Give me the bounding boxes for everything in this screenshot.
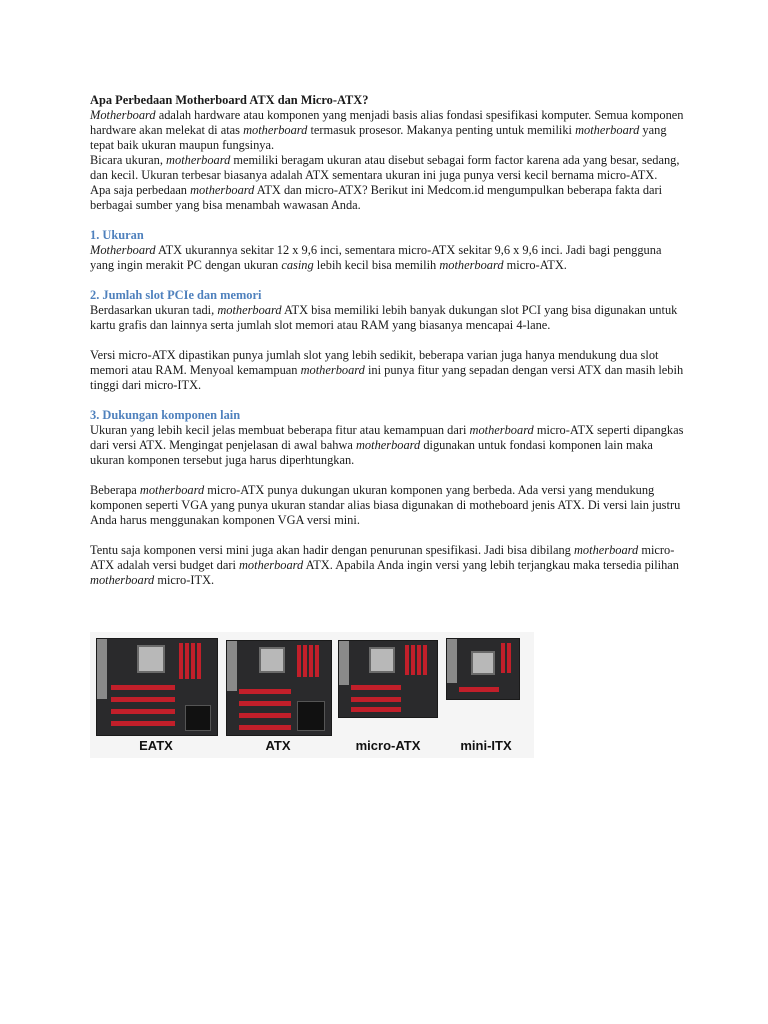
section-paragraph: Berdasarkan ukuran tadi, motherboard ATX bisa memiliki lebih banyak dukungan slot PCI yang bisa digunakan untuk kartu grafis dan lainnya serta jumlah slot memori atau RAM yang biasanya mencapai 4-lane. (90, 303, 678, 332)
section-heading-ukuran: 1. Ukuran (90, 228, 144, 242)
intro-paragraph: Apa saja perbedaan motherboard ATX dan micro-ATX? Berikut ini Medcom.id mengumpulkan beberapa fakta dari berbagai sumber yang bisa menambah wawasan Anda. (90, 183, 663, 212)
atx-board-image (226, 640, 332, 736)
section-paragraph: Beberapa motherboard micro-ATX punya dukungan ukuran komponen yang berbeda. Ada versi yang mendukung komponen seperti VGA yang punya ukuran standar alias biasa digunakan di motheboard jenis ATX. Di versi lain justru Anda harus menggunakan komponen VGA versi mini. (90, 483, 681, 527)
section-paragraph: Tentu saja komponen versi mini juga akan hadir dengan penurunan spesifikasi. Jadi bisa dibilang motherboard micro-ATX adalah versi budget dari motherboard ATX. Apabila Anda ingin versi yang lebih terjangkau maka tersedia pilihan motherboard micro-ITX. (90, 543, 679, 587)
eatx-label: EATX (139, 738, 173, 753)
mini-itx-board-image (446, 638, 520, 700)
intro-paragraph: Bicara ukuran, motherboard memiliki beragam ukuran atau disebut sebagai form factor karena ada yang besar, sedang, dan kecil. Ukuran terbesar biasanya adalah ATX sementara ukuran ini juga punya versi kecil bernama micro-ATX. (90, 153, 680, 182)
article-title: Apa Perbedaan Motherboard ATX dan Micro-ATX? (90, 93, 369, 107)
section-heading-komponen: 3. Dukungan komponen lain (90, 408, 241, 422)
mini-itx-label: mini-ITX (460, 738, 512, 753)
section-paragraph: Ukuran yang lebih kecil jelas membuat beberapa fitur atau kemampuan dari motherboard micro-ATX seperti dipangkas dari versi ATX. Mengingat penjelasan di awal bahwa motherboard digunakan untuk fondasi komponen lain maka ukuran komponen tersebut juga harus diperhtungkan. (90, 423, 684, 467)
micro-atx-label: micro-ATX (355, 738, 421, 753)
motherboard-comparison-image (90, 632, 534, 758)
section-heading-slot: 2. Jumlah slot PCIe dan memori (90, 288, 262, 302)
intro-block (90, 108, 686, 213)
atx-label: ATX (265, 738, 291, 753)
section-paragraph: Versi micro-ATX dipastikan punya jumlah slot yang lebih sedikit, beberapa varian juga hanya mendukung dua slot memori atau RAM. Menyoal kemampuan motherboard ini punya fitur yang sepadan dengan versi ATX dan masih lebih tinggi dari micro-ITX. (90, 348, 684, 392)
section-paragraph: Motherboard ATX ukurannya sekitar 12 x 9,6 inci, sementara micro-ATX sekitar 9,6 x 9,6 inci. Jadi bagi pengguna yang ingin merakit PC dengan ukuran casing lebih kecil bisa memilih motherboard micro-ATX. (90, 243, 662, 272)
eatx-board-image (96, 638, 218, 736)
micro-atx-board-image (338, 640, 438, 718)
article-body (90, 93, 686, 588)
intro-paragraph: Motherboard adalah hardware atau komponen yang menjadi basis alias fondasi spesifikasi komputer. Semua komponen hardware akan melekat di atas motherboard termasuk prosesor. Makanya penting untuk memiliki motherboard yang tepat baik ukuran maupun fungsinya. (90, 108, 684, 152)
